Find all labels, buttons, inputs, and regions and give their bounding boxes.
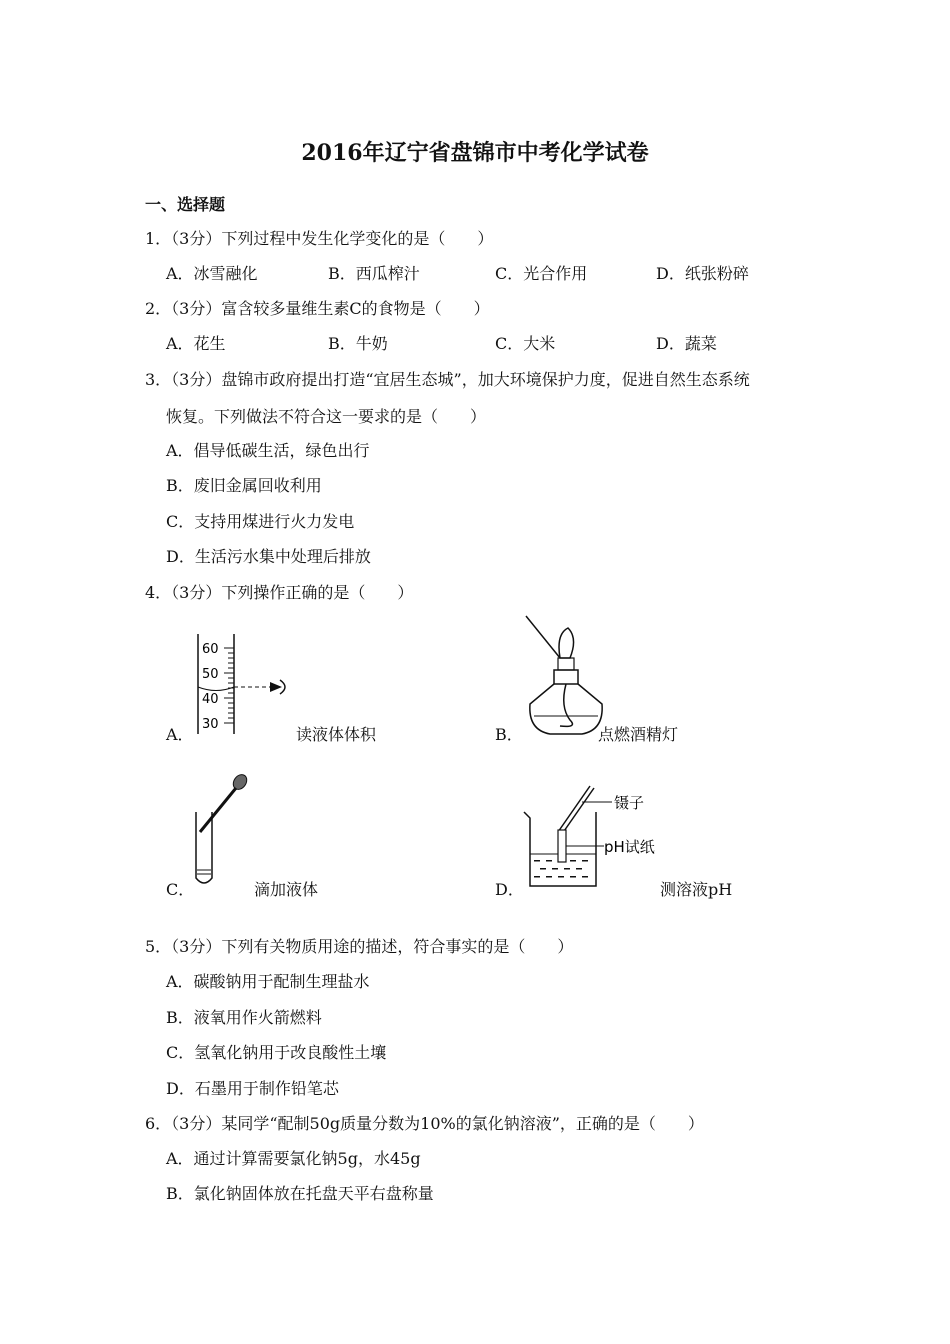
question-4-option-a-caption: 读液体体积 [296,725,377,744]
question-6-option-a: A．通过计算需要氯化钠5g，水45g [166,1149,421,1168]
question-6-stem: 6．（3分）某同学“配制50g质量分数为10%的氯化钠溶液”，正确的是（ ） [145,1114,704,1133]
cylinder-tick-60: 60 [202,642,219,657]
cylinder-tick-50: 50 [202,667,219,682]
question-4-option-d-letter: D． [495,880,524,899]
question-4-option-a-letter: A． [166,725,194,744]
question-5-option-a: A．碳酸钠用于配制生理盐水 [166,972,370,991]
question-3-stem-line-1: 3．（3分）盘锦市政府提出打造“宜居生态城”，加大环境保护力度，促进自然生态系统 [145,370,750,389]
question-6-option-b: B．氯化钠固体放在托盘天平右盘称量 [166,1184,434,1203]
question-4-stem: 4．（3分）下列操作正确的是（ ） [145,583,414,602]
dropper-test-tube-figure [190,770,260,890]
question-2-option-b: B．牛奶 [328,334,388,353]
question-5-option-c: C．氢氧化钠用于改良酸性土壤 [166,1043,387,1062]
tweezers-label: 镊子 [614,794,645,812]
question-1-option-c: C．光合作用 [495,264,588,283]
page-title: 2016年辽宁省盘锦市中考化学试卷 [301,140,649,166]
question-2-stem: 2．（3分）富含较多量维生素C的食物是（ ） [145,299,490,318]
question-4-option-b-caption: 点燃酒精灯 [598,725,679,744]
question-2-option-a: A．花生 [166,334,226,353]
question-2-option-c: C．大米 [495,334,556,353]
question-5-option-d: D．石墨用于制作铅笔芯 [166,1079,339,1098]
question-5-option-b: B．液氧用作火箭燃料 [166,1008,322,1027]
question-3-option-c: C．支持用煤进行火力发电 [166,512,355,531]
question-4-option-c-caption: 滴加液体 [254,880,319,899]
question-5-stem: 5．（3分）下列有关物质用途的描述，符合事实的是（ ） [145,937,574,956]
question-1-option-d: D．纸张粉碎 [656,264,749,283]
question-3-option-a: A．倡导低碳生活，绿色出行 [166,441,370,460]
question-4-option-b-letter: B． [495,725,523,744]
cylinder-tick-30: 30 [202,717,219,732]
question-4-option-d-caption: 测溶液pH [660,880,733,899]
cylinder-tick-40: 40 [202,692,219,707]
question-2-option-d: D．蔬菜 [656,334,717,353]
question-3-option-b: B．废旧金属回收利用 [166,476,322,495]
question-3-stem-line-2: 恢复。下列做法不符合这一要求的是（ ） [166,407,487,426]
ph-paper-label: pH试纸 [604,838,655,856]
ph-test-beaker-figure [520,782,670,892]
question-1-option-a: A．冰雪融化 [166,264,258,283]
question-1-option-b: B．西瓜榨汁 [328,264,420,283]
question-4-option-c-letter: C． [166,880,195,899]
question-1-stem: 1．（3分）下列过程中发生化学变化的是（ ） [145,229,494,248]
graduated-cylinder-figure [190,630,310,740]
question-3-option-d: D．生活污水集中处理后排放 [166,547,371,566]
section-heading: 一、选择题 [145,195,226,214]
